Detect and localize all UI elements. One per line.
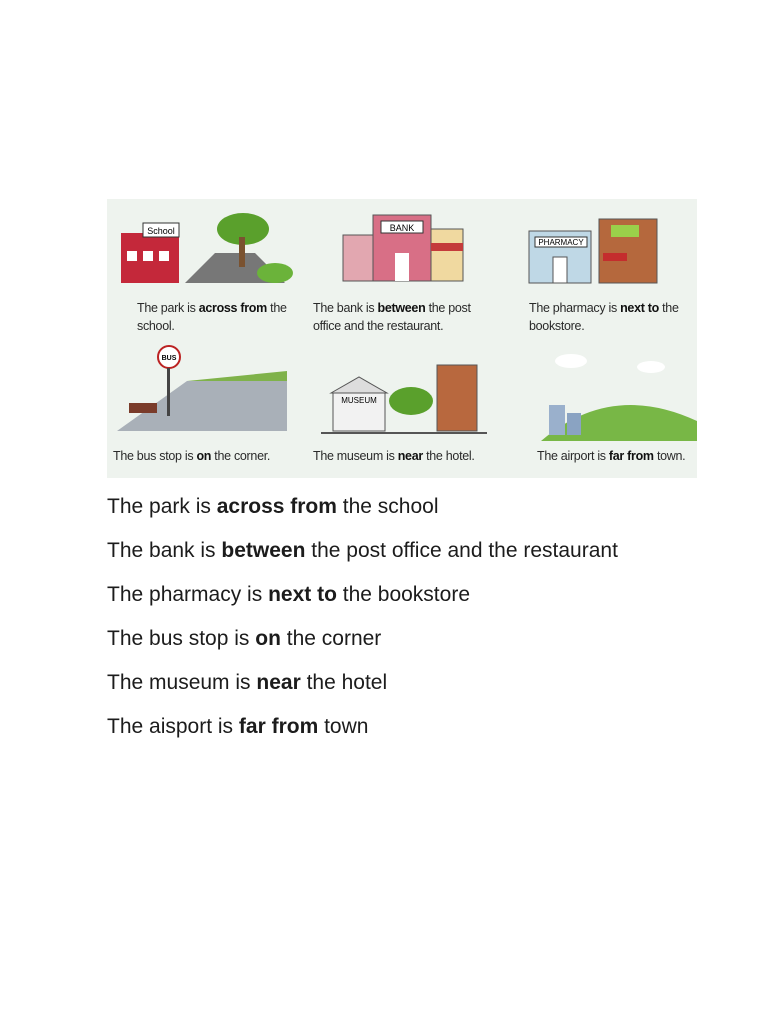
- bank-sign: BANK: [389, 223, 415, 233]
- caption-airport: The airport is far from town.: [537, 449, 686, 463]
- sentence-airport: The aisport is far from town: [107, 715, 369, 738]
- pharmacy-drawing: [503, 203, 697, 295]
- caption-museum: The museum is near the hotel.: [313, 449, 475, 463]
- panel-airport: [501, 341, 697, 478]
- panel-bank: [309, 203, 505, 343]
- bus-stop-drawing: [107, 341, 303, 445]
- bus-sign: BUS: [161, 355, 177, 362]
- park-school-drawing: [115, 203, 311, 295]
- prepositions-illustration: [107, 199, 697, 478]
- museum-drawing: [307, 341, 503, 445]
- panel-museum: [307, 341, 503, 478]
- sentence-museum: The museum is near the hotel: [107, 671, 388, 694]
- panel-pharmacy: [503, 203, 697, 343]
- museum-sign: MUSEUM: [341, 396, 377, 405]
- sentence-park: The park is across from the school: [107, 495, 439, 518]
- caption-pharmacy: The pharmacy is next to the bookstore.: [529, 301, 679, 333]
- bank-drawing: [309, 203, 505, 295]
- panel-bus-stop: [107, 341, 303, 478]
- caption-park: The park is across from the school.: [137, 301, 287, 333]
- panel-park-school: [115, 203, 311, 343]
- sentence-pharmacy: The pharmacy is next to the bookstore: [107, 583, 470, 606]
- pharmacy-sign: PHARMACY: [538, 238, 584, 247]
- sentence-list: [107, 490, 667, 754]
- caption-bus-stop: The bus stop is on the corner.: [113, 449, 271, 463]
- school-sign: School: [147, 226, 175, 236]
- airport-drawing: [501, 341, 697, 445]
- sentence-bus-stop: The bus stop is on the corner: [107, 627, 382, 650]
- caption-bank: The bank is between the post office and the restaurant.: [313, 301, 471, 333]
- sentence-bank: The bank is between the post office and the restaurant: [107, 539, 618, 562]
